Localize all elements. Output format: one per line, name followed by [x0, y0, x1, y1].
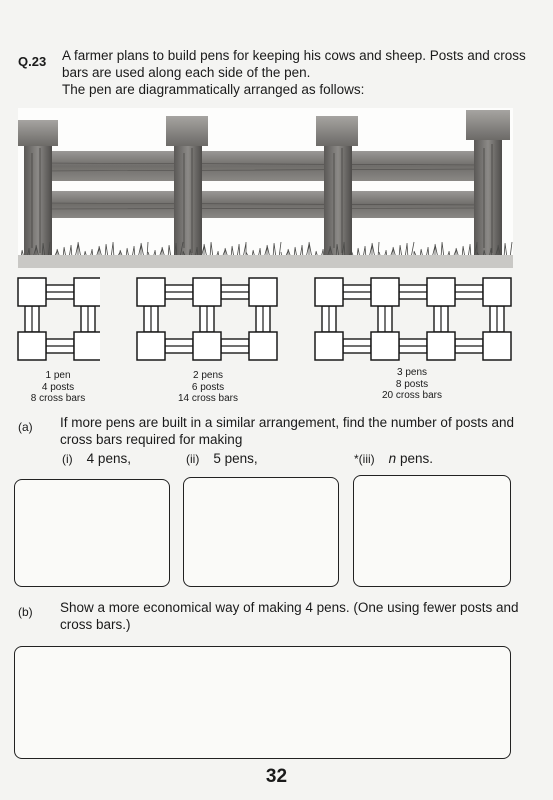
caption-line: 6 posts	[191, 381, 225, 393]
post	[427, 278, 455, 306]
subpart-label: *(iii)	[354, 452, 375, 466]
subpart-variable: n	[388, 451, 397, 466]
question-line: A farmer plans to build pens for keeping his cows and sheep. Posts and cross	[62, 48, 526, 63]
caption-line: 3 pens	[396, 367, 428, 378]
post	[483, 278, 511, 306]
question-line: The pen are diagrammatically arranged as follows:	[62, 82, 365, 97]
subpart-i	[62, 451, 131, 466]
post	[193, 278, 221, 306]
part-a-label: (a)	[18, 420, 33, 434]
fence-illustration	[18, 108, 513, 268]
subpart-iii	[354, 451, 433, 466]
post	[249, 278, 277, 306]
pen-diagram-3	[313, 272, 513, 364]
subpart-text: 5 pens,	[213, 451, 258, 466]
part-b-text	[60, 599, 519, 633]
subpart-ii	[186, 451, 258, 466]
post	[371, 332, 399, 360]
part-a-line: cross bars required for making	[60, 432, 243, 447]
post	[371, 278, 399, 306]
post	[315, 332, 343, 360]
subpart-text: 4 pens,	[86, 451, 131, 466]
post	[315, 278, 343, 306]
caption-line: 14 cross bars	[177, 393, 239, 404]
part-b-line: cross bars.)	[60, 617, 131, 632]
part-b-label: (b)	[18, 605, 33, 619]
post	[74, 332, 100, 360]
pen-caption-3	[364, 367, 460, 402]
subpart-label: (i)	[62, 452, 73, 466]
post	[18, 278, 46, 306]
answer-box-a-ii[interactable]	[183, 477, 339, 587]
post	[249, 332, 277, 360]
pen-diagram-2	[135, 272, 280, 364]
post	[137, 278, 165, 306]
part-a-line: If more pens are built in a similar arrangement, find the number of posts and	[60, 415, 514, 430]
caption-line: 1 pen	[45, 370, 71, 381]
part-b-line: Show a more economical way of making 4 pens. (One using fewer posts and	[60, 600, 519, 615]
answer-box-a-iii[interactable]	[353, 475, 511, 587]
question-line: bars are used along each side of the pen.	[62, 65, 311, 80]
caption-line: 4 posts	[41, 381, 75, 393]
caption-line: 8 cross bars	[30, 393, 86, 404]
post	[137, 332, 165, 360]
post	[483, 332, 511, 360]
part-a-text	[60, 414, 514, 448]
post	[427, 332, 455, 360]
caption-line: 20 cross bars	[381, 390, 443, 401]
post	[18, 332, 46, 360]
subpart-label: (ii)	[186, 452, 200, 466]
pen-diagram-1	[16, 272, 100, 364]
subpart-text: pens.	[396, 451, 433, 466]
post	[74, 278, 100, 306]
page-number: 32	[265, 766, 288, 787]
pen-caption-2	[160, 370, 256, 405]
question-text	[62, 47, 532, 98]
post	[193, 332, 221, 360]
answer-box-a-i[interactable]	[14, 479, 170, 587]
pen-caption-1	[18, 370, 98, 405]
caption-line: 2 pens	[192, 370, 224, 381]
question-number: Q.23	[18, 54, 47, 69]
answer-box-b[interactable]	[14, 646, 511, 759]
caption-line: 8 posts	[395, 378, 429, 390]
